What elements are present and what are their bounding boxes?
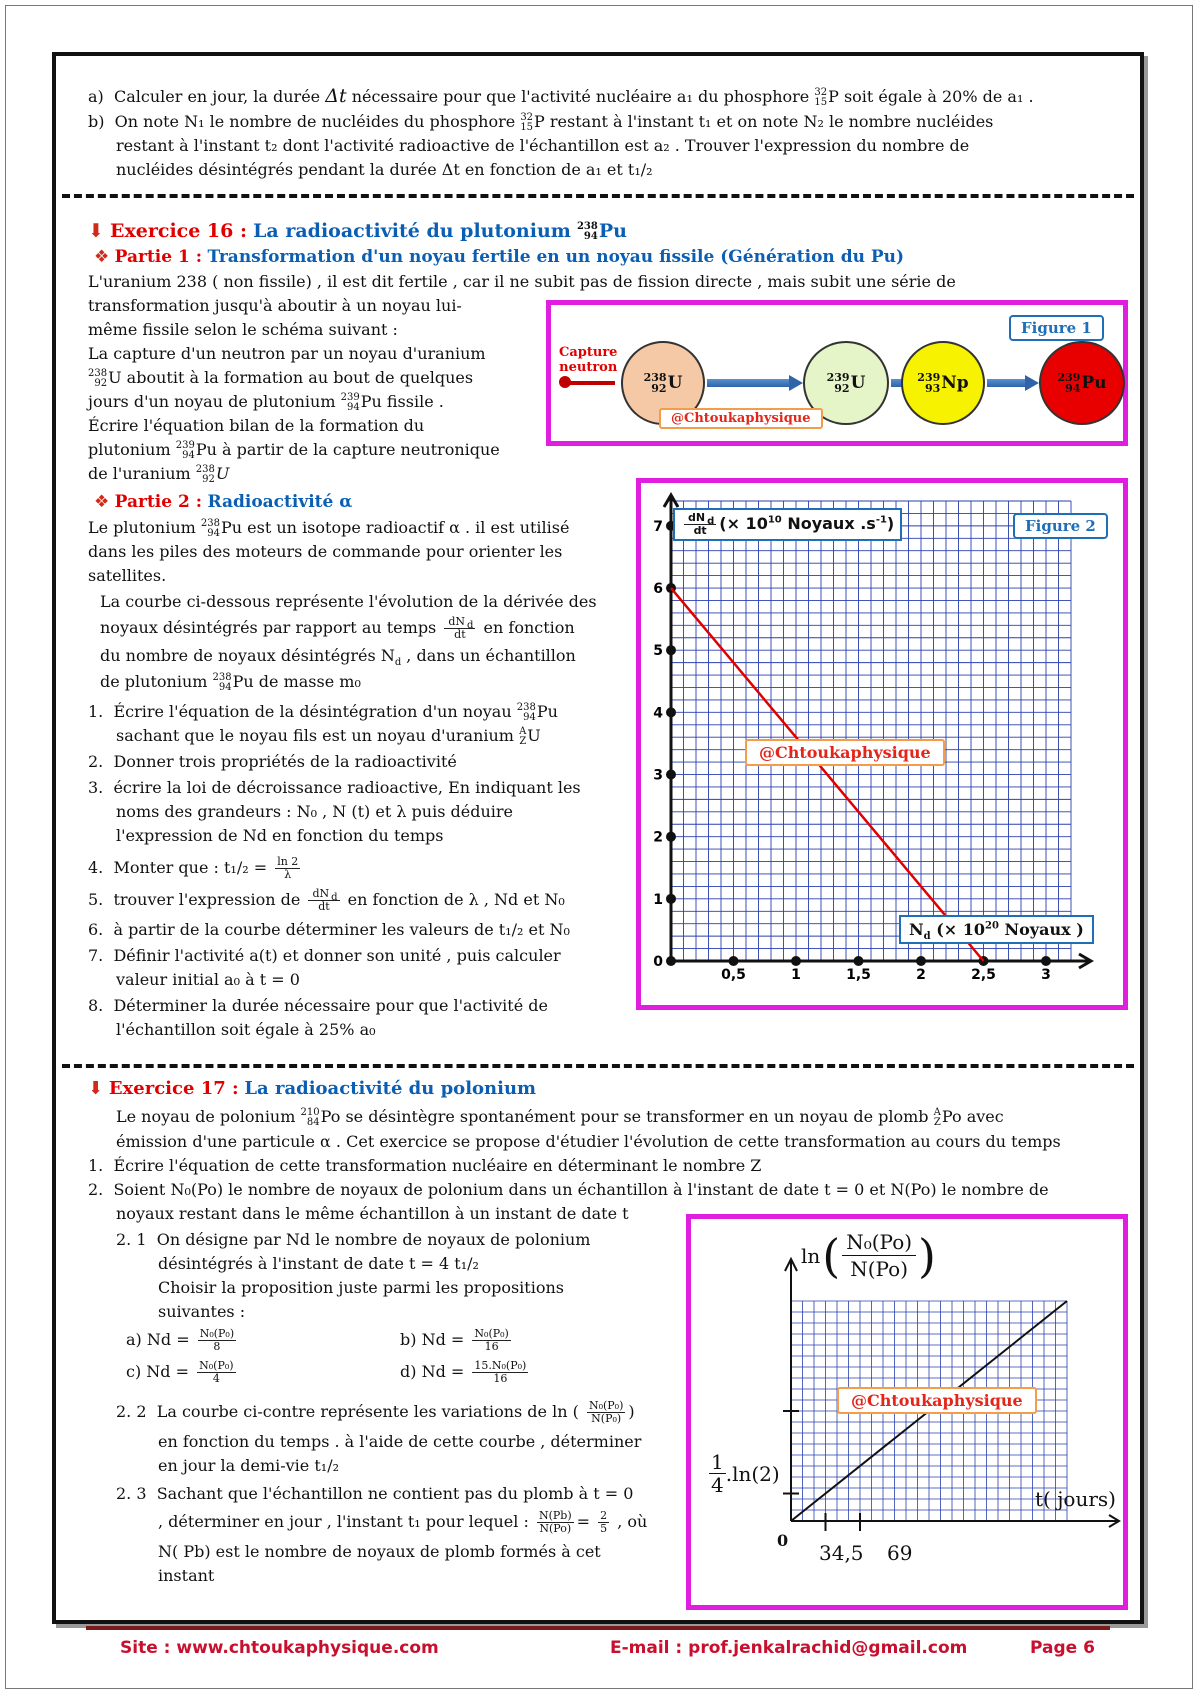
figure-2-xlabel: $N_d$ (× $10^{20}$ Noyaux ) [899, 915, 1094, 944]
ex16-q5: 5. trouver l'expression de $\frac{dN _d}{dt}$ en fonction de λ , Nd et N₀ [88, 887, 565, 913]
figure-2-label: Figure 2 [1013, 513, 1108, 539]
y-tick-dot [666, 956, 676, 966]
figure-2-ylabel: $\frac{dN _d}{dt}$ (× $10^{10}$ Noyaux $.s^{-1}$) [673, 508, 902, 541]
nucleus-pu239: 239 94 Pu [1039, 341, 1125, 425]
exercise-16-title: ⬇ Exercice 16 : La radioactivité du plutonium 238 94 Pu [88, 220, 627, 242]
dNd-dt-fraction: $\frac{dN _d}{dt}$ [444, 616, 475, 641]
y-tick-dot [666, 645, 676, 655]
footer-page-number: Page 6 [1030, 1638, 1095, 1658]
figure-3-ylabel: ln ( N₀(Po) N(Po) ) [801, 1228, 936, 1283]
partie-1-heading: ❖ Partie 1 : Transformation d'un noyau fertile en un noyau fissile (Génération du Pu) [94, 247, 905, 267]
option-d: d) Nd = $\frac{\text{15.N₀(P₀)}}{16}$ [400, 1359, 527, 1385]
x-tick-label: 1,5 [846, 967, 871, 983]
figure-3-xtick-2: 69 [887, 1541, 913, 1565]
ex16-q2: 2. Donner trois propriétés de la radioactivité [88, 752, 457, 771]
neutron-dot [559, 376, 571, 388]
diamond-bullet-icon: ❖ [94, 247, 110, 267]
nucleus-np239: 239 93 Np [901, 341, 985, 425]
capture-neutron-label: Capture neutron [559, 345, 618, 375]
ex16-q4: 4. Monter que : t₁/₂ = $\frac{\ln 2}{\lambda}$ [88, 855, 299, 881]
y-tick-label: 5 [653, 643, 663, 660]
figure-1-label: Figure 1 [1009, 315, 1104, 341]
option-b: b) Nd = $\frac{\text{N₀(P₀)}}{16}$ [400, 1327, 509, 1353]
x-tick-label: 2 [916, 967, 926, 983]
x-tick-dot [729, 956, 739, 966]
x-tick-label: 1 [791, 967, 801, 983]
y-tick-label: 6 [653, 581, 663, 598]
figure-3-ytick: 1 4 .ln(2) [711, 1450, 780, 1497]
figure-3 [686, 1214, 1128, 1610]
option-c: c) Nd = $\frac{\text{N₀(P₀)}}{4}$ [126, 1359, 234, 1385]
partie-2-heading: ❖ Partie 2 : Radioactivité α [94, 492, 353, 512]
figure-1 [546, 300, 1128, 446]
y-tick-label: 2 [653, 829, 663, 846]
x-tick-dot [916, 956, 926, 966]
nucleus-u238: 238 92 U [621, 341, 705, 425]
y-tick-dot [666, 707, 676, 717]
x-tick-label: 2,5 [971, 967, 996, 983]
arrow-3 [987, 379, 1027, 387]
y-tick-label: 4 [653, 705, 663, 722]
y-tick-label: 0 [653, 954, 663, 970]
y-tick-label: 1 [653, 891, 663, 908]
separator [62, 194, 1134, 198]
ex16-q1: 1. Écrire l'équation de la désintégration d'un noyau 238 94 Pu [88, 701, 558, 723]
arrow-1 [707, 379, 791, 387]
ex17-q21: 2. 1 On désigne par Nd le nombre de noyaux de polonium [116, 1230, 591, 1249]
diamond-bullet-icon: ❖ [94, 492, 110, 512]
y-tick-label: 3 [653, 767, 663, 784]
nucleus-u239: 239 92 U [803, 341, 889, 425]
exercise-17-title: ⬇ Exercice 17 : La radioactivité du polonium [88, 1078, 537, 1099]
neutron-arrow [565, 381, 615, 385]
x-tick-label: 3 [1041, 967, 1051, 983]
question-b-line3: nucléides désintégrés pendant la durée Δt en fonction de a₁ et t₁/₂ [116, 160, 653, 179]
footer-rule [86, 1626, 1110, 1630]
question-b: b) On note N₁ le nombre de nucléides du phosphore 32 15 P restant à l'instant t₁ et on note N₂ le nombre nucléides [88, 111, 994, 133]
footer-site[interactable]: Site : www.chtoukaphysique.com [120, 1638, 439, 1658]
question-a-label: a) [88, 87, 104, 106]
pin-icon: ⬇ [88, 220, 104, 242]
question-a: a) Calculer en jour, la durée Δt nécessaire pour que l'activité nucléaire a₁ du phosphore 32 15 P soit égale à 20% de a₁ . [88, 85, 1034, 108]
ex16-q3: 3. écrire la loi de décroissance radioactive, En indiquant les [88, 778, 581, 797]
pin-icon: ⬇ [88, 1078, 104, 1099]
x-tick-label: 0,5 [721, 967, 746, 983]
ex17-q1: 1. Écrire l'équation de cette transformation nucléaire en déterminant le nombre Z [88, 1156, 762, 1175]
figure-3-xlabel: t( jours) [1035, 1487, 1116, 1511]
y-tick-dot [666, 894, 676, 904]
ex17-q22: 2. 2 La courbe ci-contre représente les variations de ln ( $\frac{\text{N₀(P₀)}}{\text{N(P₀)}}$ ) [116, 1399, 635, 1425]
phosphore-nuclide: 32 15 [814, 86, 828, 108]
figure-2 [636, 478, 1128, 1010]
x-tick-dot [854, 956, 864, 966]
ex17-q2: 2. Soient N₀(Po) le nombre de noyaux de polonium dans un échantillon à l'instant de date t = 0 et N(Po) le nombre de [88, 1180, 1049, 1199]
separator [62, 1064, 1134, 1068]
ex16-q8: 8. Déterminer la durée nécessaire pour que l'activité de [88, 996, 548, 1015]
footer-email[interactable]: E-mail : prof.jenkalrachid@gmail.com [610, 1638, 968, 1658]
figure-3-origin: 0 [777, 1531, 789, 1550]
option-a: a) Nd = $\frac{\text{N₀(P₀)}}{8}$ [126, 1327, 235, 1353]
y-tick-label: 7 [653, 518, 663, 535]
p1-line1: L'uranium 238 ( non fissile) , il est dit fertile , car il ne subit pas de fission directe , mais subit une série de [88, 272, 956, 291]
figure-1-watermark: @Chtoukaphysique [659, 408, 823, 429]
figure-3-watermark: @Chtoukaphysique [837, 1387, 1037, 1414]
ex17-q23: 2. 3 Sachant que l'échantillon ne contient pas du plomb à t = 0 [116, 1484, 634, 1503]
figure-3-xtick-1: 34,5 [819, 1541, 864, 1565]
y-tick-dot [666, 770, 676, 780]
figure-2-watermark: @Chtoukaphysique [745, 739, 945, 766]
ex16-q6: 6. à partir de la courbe déterminer les valeurs de t₁/₂ et N₀ [88, 920, 570, 939]
y-tick-dot [666, 832, 676, 842]
ex16-q7: 7. Définir l'activité a(t) et donner son unité , puis calculer [88, 946, 561, 965]
question-b-line2: restant à l'instant t₂ dont l'activité radioactive de l'échantillon est a₂ . Trouver l'expression du nombre de [116, 136, 970, 155]
x-tick-dot [1041, 956, 1051, 966]
x-tick-dot [791, 956, 801, 966]
